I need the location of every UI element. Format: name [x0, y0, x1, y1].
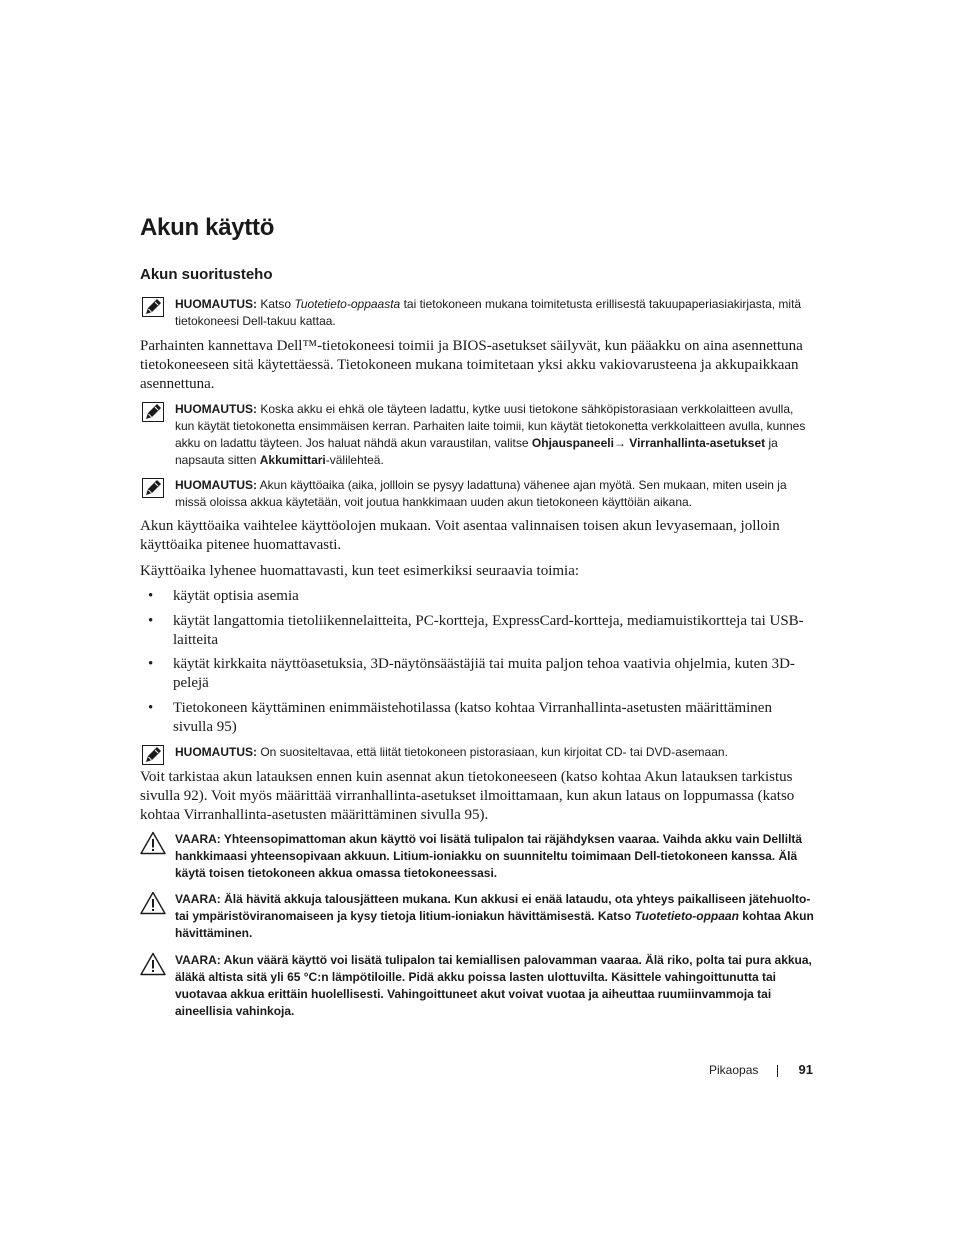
note-text: ja napsauta sitten	[175, 436, 778, 467]
warning-block	[140, 831, 815, 882]
warning-block	[140, 952, 815, 1020]
list-item-text: käytät kirkkaita näyttöasetuksia, 3D-näytönsäästäjiä tai muita paljon tehoa vaativia ohjelmia, kuten 3D-pelejä	[173, 656, 795, 691]
warning-label: VAARA:	[175, 832, 221, 846]
note-text: tai tietokoneen mukana toimitetusta erillisestä takuupaperiasiakirjasta, mitä tietokoneesi Dell-takuu kattaa.	[175, 297, 802, 328]
note-text: Katso	[260, 297, 295, 311]
pencil-note-icon	[142, 402, 164, 422]
note-block	[140, 401, 815, 469]
warning-text: Akun väärä käyttö voi lisätä tulipalon tai kemiallisen palovamman vaaraa. Älä riko, polta tai pura akkua, äläkä altista sitä yli 65 °C:n lämpötiloille. Pidä akku poissa lasten ulottuvilta. Käsittele vahingoittunutta tai vuotavaa akkua erittäin huolellisesti. Vahingoittuneet akut voivat vuotaa ja aiheuttaa ruumiinvammoja tai aineellisia vahinkoja.	[175, 953, 812, 1018]
list-item-text: käytät langattomia tietoliikennelaitteita, PC-kortteja, ExpressCard-kortteja, mediamuistikortteja tai USB-laitteita	[173, 613, 804, 648]
tab-name-battery-meter: Akkumittari	[259, 453, 326, 467]
bullet-marker: •	[148, 588, 154, 604]
note-block	[140, 744, 815, 761]
paragraph: Akun käyttöaika vaihtelee käyttöolojen mukaan. Voit asentaa valinnaisen toisen akun levyasemaan, jolloin käyttöaika pitenee huomattavasti.	[140, 518, 780, 553]
bullet-marker: •	[148, 613, 154, 629]
note-block	[140, 296, 815, 330]
paragraph: Voit tarkistaa akun latauksen ennen kuin asennat akun tietokoneeseen (katso kohtaa Akun latauksen tarkistus sivulla 92). Voit myös määrittää virranhallinta-asetukset ilmoittamaan, kun akun lataus on loppumassa (katso kohtaa Virranhallinta-asetusten määrittäminen sivulla 95).	[140, 769, 795, 823]
list-item	[140, 655, 815, 693]
menu-path-power-options: Virranhallinta-asetukset	[629, 436, 766, 450]
menu-arrow: →	[613, 436, 630, 450]
list-item-text: käytät optisia asemia	[173, 588, 299, 604]
warning-doc-reference: Tuotetieto-oppaan	[634, 909, 739, 923]
note-label: HUOMAUTUS:	[175, 745, 257, 759]
footer-section-name: Pikaopas	[709, 1063, 759, 1077]
note-doc-reference: Tuotetieto-oppaasta	[294, 297, 401, 311]
bullet-marker: •	[148, 656, 154, 672]
note-text: Koska akku ei ehkä ole täyteen ladattu, kytke uusi tietokone sähköpistorasiaan verkkolaitteen avulla, kun käytät tietokonetta ensimmäisen kerran. Parhaiten laite toimii, kun käytät tietokonetta verkkolaitteen avulla, kunnes akku on ladattu täyteen. Jos haluat nähdä akun varaustilan, valitse	[175, 402, 806, 450]
warning-triangle-icon	[140, 952, 166, 976]
warning-block	[140, 891, 815, 942]
note-text: Akun käyttöaika (aika, jollloin se pysyy ladattuna) vähenee ajan myötä. Sen mukaan, miten usein ja missä oloissa akkua käytetään, voit joutua hankkimaan uuden akun tietokoneen käyttöiän aikana.	[175, 478, 787, 509]
list-item	[140, 587, 815, 606]
pencil-note-icon	[142, 745, 164, 765]
warning-text: Yhteensopimattoman akun käyttö voi lisätä tulipalon tai räjähdyksen vaaraa. Vaihda akku vain Delliltä hankkimaasi yhteensopivaan akkuun. Litium-ioniakku on suunniteltu toimimaan Dell-tietokoneen kanssa. Älä käytä toisen tietokoneen akkua omassa tietokoneessasi.	[175, 832, 803, 880]
list-item-text: Tietokoneen käyttäminen enimmäistehotilassa (katso kohtaa Virranhallinta-asetusten määrittäminen sivulla 95)	[173, 700, 772, 735]
warning-text: kohtaa Akun hävittäminen.	[175, 909, 814, 940]
paragraph: Parhainten kannettava Dell™-tietokoneesi toimii ja BIOS-asetukset säilyvät, kun pääakku on aina asennettuna tietokoneeseen sitä käytettäessä. Tietokoneen mukana toimitetaan yksi akku vakiovarusteena ja akkupaikkaan asennettuna.	[140, 338, 803, 392]
list-item	[140, 699, 815, 737]
note-label: HUOMAUTUS:	[175, 478, 257, 492]
note-text: -välilehteä.	[325, 453, 384, 467]
paragraph: Käyttöaika lyhenee huomattavasti, kun teet esimerkiksi seuraavia toimia:	[140, 563, 580, 579]
warning-label: VAARA:	[175, 953, 221, 967]
pencil-note-icon	[142, 478, 164, 498]
warning-triangle-icon	[140, 891, 166, 915]
section-heading: Akun suoritusteho	[140, 266, 273, 283]
warning-text: Älä hävitä akkuja talousjätteen mukana. Kun akkusi ei enää lataudu, ota yhteys paikalliseen jätehuolto- tai ympäristöviranomaiseen ja kysy tietoja litium-ioniakun hävittämisestä. Katso	[175, 892, 811, 923]
pencil-note-icon	[142, 297, 164, 317]
note-text: On suositeltavaa, että liität tietokoneen pistorasiaan, kun kirjoitat CD- tai DVD-asemaan.	[260, 745, 728, 759]
note-label: HUOMAUTUS:	[175, 402, 257, 416]
warning-label: VAARA:	[175, 892, 221, 906]
page-number: 91	[798, 1062, 813, 1077]
bullet-marker: •	[148, 700, 154, 716]
menu-path-control-panel: Ohjauspaneeli	[531, 436, 614, 450]
page-title: Akun käyttö	[140, 214, 275, 241]
warning-triangle-icon	[140, 831, 166, 855]
note-block	[140, 477, 815, 511]
footer-divider	[777, 1065, 778, 1077]
list-item	[140, 612, 815, 650]
note-label: HUOMAUTUS:	[175, 297, 257, 311]
